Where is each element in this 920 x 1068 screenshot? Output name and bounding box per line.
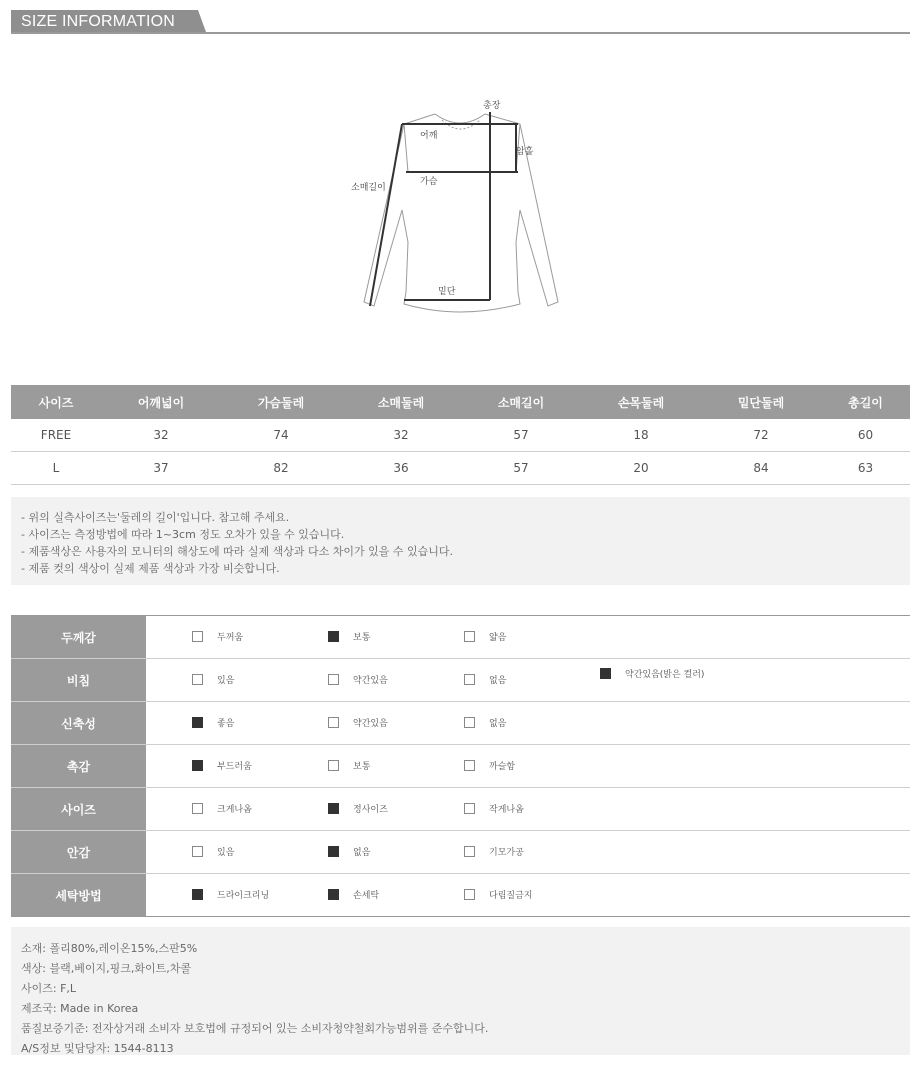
attribute-option [600, 668, 710, 682]
table-cell: 60 [821, 419, 910, 452]
option-label: 작게나옴 [489, 805, 524, 815]
note-line: - 위의 실측사이즈는'둘레의 길이'입니다. 참고해 주세요. [21, 511, 290, 524]
checkbox-checked [192, 717, 203, 728]
option-label: 정사이즈 [353, 805, 388, 815]
attribute-option [328, 845, 370, 858]
option-label: 약간있음(밝은 컬러) [625, 670, 705, 680]
option-label: 있음 [217, 848, 235, 858]
checkbox [192, 631, 203, 642]
measurement-notes [11, 497, 910, 585]
table-cell: 20 [581, 452, 701, 485]
attribute-option [464, 759, 515, 772]
checkbox [464, 760, 475, 771]
size-table [11, 385, 910, 485]
product-attributes-table [11, 615, 910, 917]
section-title-tab [11, 10, 206, 32]
attribute-row-lining [11, 831, 910, 874]
option-label: 보통 [353, 633, 371, 643]
info-quality-standard: 품질보증기준: 전자상거래 소비자 보호법에 규정되어 있는 소비자청약철회가능범위를 준수합니다. [21, 1022, 489, 1035]
attribute-row-fit [11, 788, 910, 831]
column-header: 소매길이 [461, 385, 581, 419]
label-total-length: 총장 [483, 101, 501, 111]
attribute-option [328, 888, 379, 901]
attribute-option [192, 802, 252, 815]
attribute-option [328, 673, 388, 686]
table-cell: 18 [581, 419, 701, 452]
label-sleeve-length: 소매길이 [351, 183, 386, 193]
checkbox [464, 889, 475, 900]
attribute-option [192, 845, 234, 858]
option-label: 크게나옴 [217, 805, 252, 815]
checkbox [192, 674, 203, 685]
product-info [11, 927, 910, 1055]
option-label: 드라이크리닝 [217, 891, 270, 901]
checkbox-checked [192, 760, 203, 771]
table-cell: 72 [701, 419, 821, 452]
table-cell: 82 [221, 452, 341, 485]
attribute-option [464, 802, 524, 815]
attribute-label: 비침 [11, 659, 146, 701]
option-label: 보통 [353, 762, 371, 772]
checkbox [328, 717, 339, 728]
checkbox-checked [328, 631, 339, 642]
column-header: 어깨넓이 [101, 385, 221, 419]
attribute-row-sheerness [11, 659, 910, 702]
checkbox [328, 760, 339, 771]
table-cell: 37 [101, 452, 221, 485]
column-header: 가슴둘레 [221, 385, 341, 419]
attribute-row-stretch [11, 702, 910, 745]
note-line: - 제품 컷의 색상이 실제 제품 색상과 가장 비슷합니다. [21, 562, 280, 575]
table-cell: 74 [221, 419, 341, 452]
checkbox [328, 674, 339, 685]
info-as-contact: A/S정보 및담당자: 1544-8113 [21, 1042, 174, 1055]
checkbox [192, 803, 203, 814]
attribute-option [464, 888, 532, 901]
attribute-option [464, 716, 506, 729]
info-colors: 색상: 블랙,베이지,핑크,화이트,차콜 [21, 962, 191, 975]
table-row [11, 452, 910, 485]
column-header: 총길이 [821, 385, 910, 419]
attribute-label: 세탁방법 [11, 874, 146, 916]
table-cell: 36 [341, 452, 461, 485]
attribute-row-washing [11, 874, 910, 916]
note-line: - 사이즈는 측정방법에 따라 1~3cm 정도 오차가 있을 수 있습니다. [21, 528, 345, 541]
attribute-label: 사이즈 [11, 788, 146, 830]
option-label: 약간있음 [353, 719, 388, 729]
attribute-option [328, 716, 388, 729]
table-cell: 32 [341, 419, 461, 452]
info-sizes: 사이즈: F,L [21, 982, 77, 995]
attribute-option [464, 673, 506, 686]
checkbox [464, 631, 475, 642]
label-shoulder: 어깨 [420, 131, 438, 141]
column-header: 소매둘레 [341, 385, 461, 419]
table-cell: 63 [821, 452, 910, 485]
checkbox-checked [192, 889, 203, 900]
table-cell: 84 [701, 452, 821, 485]
option-label: 두꺼움 [217, 633, 244, 643]
attribute-option [464, 630, 506, 643]
attribute-row-texture [11, 745, 910, 788]
attribute-option [328, 802, 388, 815]
attribute-label: 촉감 [11, 745, 146, 787]
info-material: 소재: 폴리80%,레이온15%,스판5% [21, 942, 198, 955]
attribute-label: 두께감 [11, 616, 146, 658]
section-title: SIZE INFORMATION [21, 13, 176, 30]
attribute-option [464, 845, 524, 858]
column-header: 손목둘레 [581, 385, 701, 419]
checkbox-checked [328, 803, 339, 814]
attribute-option [192, 759, 252, 772]
option-label: 기모가공 [489, 848, 524, 858]
option-label: 없음 [353, 848, 371, 858]
label-armhole: 암홀 [516, 147, 534, 157]
option-label: 얇음 [489, 633, 507, 643]
section-header [11, 10, 910, 34]
option-label: 손세탁 [353, 891, 380, 901]
option-label: 없음 [489, 676, 507, 686]
option-label: 까슬함 [489, 762, 516, 772]
table-row [11, 419, 910, 452]
attribute-option [192, 630, 243, 643]
column-header: 사이즈 [11, 385, 101, 419]
checkbox [464, 803, 475, 814]
option-label: 부드러움 [217, 762, 252, 772]
garment-measurement-diagram [330, 92, 590, 332]
info-origin: 제조국: Made in Korea [21, 1002, 139, 1015]
checkbox-checked [328, 846, 339, 857]
checkbox [464, 717, 475, 728]
column-header: 밑단둘레 [701, 385, 821, 419]
option-label: 다림질금지 [489, 891, 533, 901]
table-cell: 57 [461, 419, 581, 452]
checkbox-checked [600, 668, 611, 679]
option-label: 좋음 [217, 719, 235, 729]
attribute-option [328, 759, 370, 772]
label-hem: 밑단 [438, 287, 456, 297]
table-cell: 57 [461, 452, 581, 485]
label-chest: 가슴 [420, 177, 438, 187]
table-cell: FREE [11, 419, 101, 452]
note-line: - 제품색상은 사용자의 모니터의 해상도에 따라 실제 색상과 다소 차이가 있을 수 있습니다. [21, 545, 453, 558]
attribute-label: 신축성 [11, 702, 146, 744]
checkbox [464, 846, 475, 857]
checkbox [192, 846, 203, 857]
option-label: 없음 [489, 719, 507, 729]
option-label: 약간있음 [353, 676, 388, 686]
table-cell: L [11, 452, 101, 485]
attribute-option [192, 673, 234, 686]
long-sleeve-top-illustration [330, 92, 590, 332]
option-label: 있음 [217, 676, 235, 686]
header-rule [11, 32, 910, 34]
checkbox [464, 674, 475, 685]
attribute-option [328, 630, 370, 643]
checkbox-checked [328, 889, 339, 900]
size-table-header-row [11, 385, 910, 419]
attribute-option [192, 716, 234, 729]
attribute-label: 안감 [11, 831, 146, 873]
table-cell: 32 [101, 419, 221, 452]
attribute-option [192, 888, 269, 901]
attribute-row-thickness [11, 616, 910, 659]
